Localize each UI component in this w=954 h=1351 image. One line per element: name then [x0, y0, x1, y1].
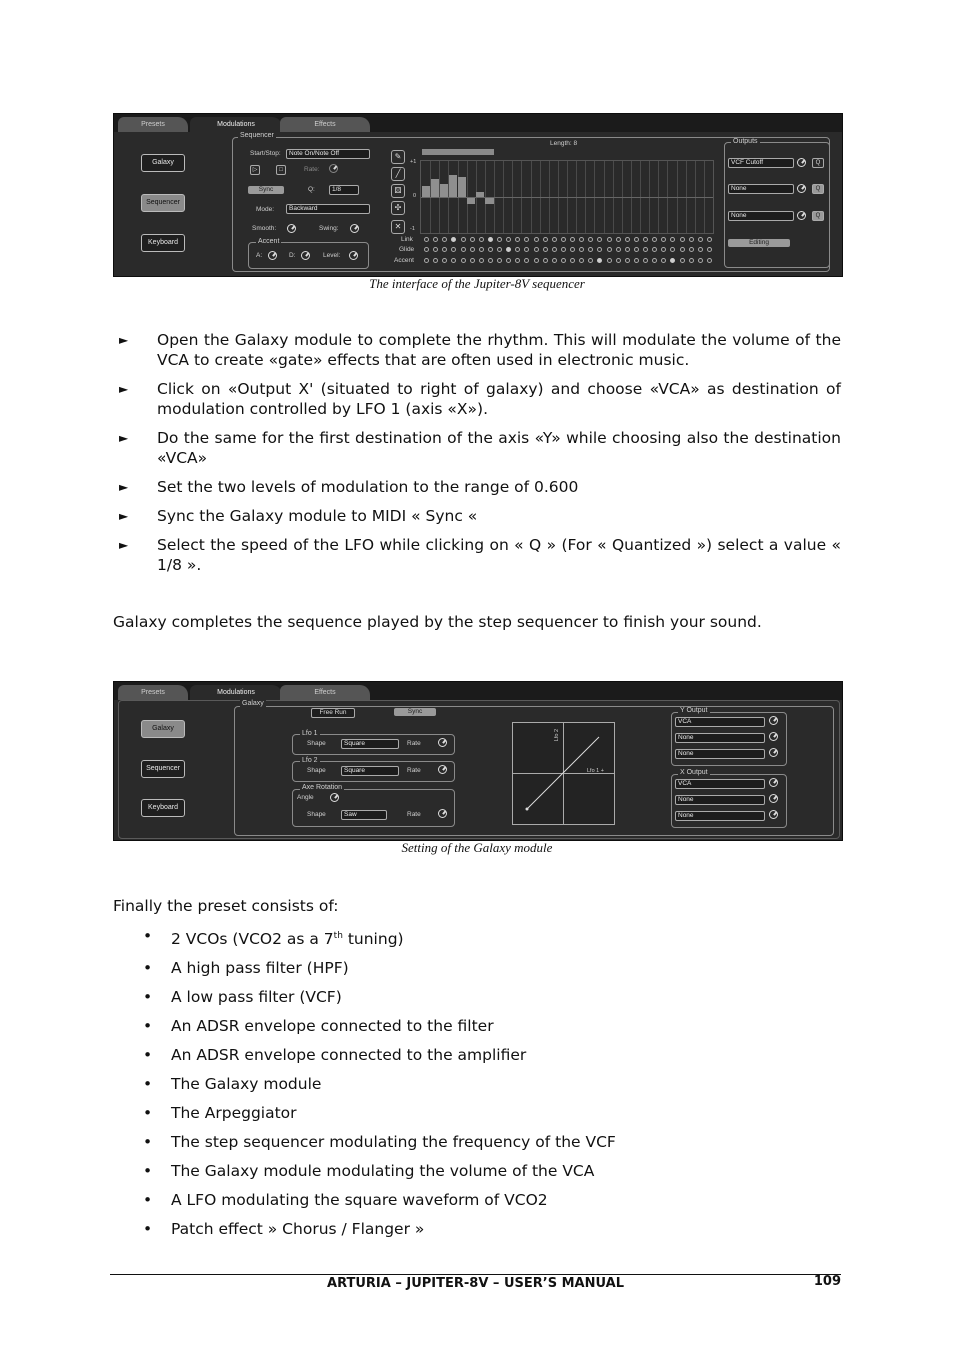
step-toggle[interactable]: [506, 247, 511, 252]
step-toggle[interactable]: [588, 258, 593, 263]
tab-presets[interactable]: Presets: [118, 685, 188, 700]
dot-bullet-icon: •: [143, 1191, 153, 1210]
accent-d-knob[interactable]: [301, 251, 310, 260]
footer-title: ARTURIA – JUPITER-8V – USER’S MANUAL: [327, 1276, 624, 1291]
lfo2-rate-label: Rate: [407, 767, 421, 774]
q-label: Q:: [308, 186, 315, 193]
step-toggle[interactable]: [451, 258, 456, 263]
step-toggle[interactable]: [579, 258, 584, 263]
step-toggle[interactable]: [488, 237, 493, 242]
step-toggle[interactable]: [561, 247, 566, 252]
step-bar[interactable]: [485, 197, 493, 204]
step-toggle[interactable]: [625, 237, 630, 242]
mode-label: Mode:: [256, 206, 275, 213]
tab-bar: [114, 114, 842, 132]
lfo1-shape-select[interactable]: Square: [341, 739, 399, 749]
tab-effects[interactable]: Effects: [280, 117, 370, 132]
step-toggle[interactable]: [698, 247, 703, 252]
lfo2-legend: Lfo 2: [302, 757, 318, 764]
step-toggle[interactable]: [680, 258, 685, 263]
step-toggle[interactable]: [625, 258, 630, 263]
line-tool-icon[interactable]: ╱: [391, 167, 405, 181]
y-output-2-knob[interactable]: [769, 732, 778, 741]
swing-label: Swing:: [319, 225, 339, 232]
accent-d-label: D:: [289, 252, 296, 259]
sequencer-module-button[interactable]: Sequencer: [141, 194, 185, 212]
triangle-bullet-icon: ►: [119, 509, 129, 523]
preset-list-item: • The Arpeggiator: [143, 1104, 297, 1123]
swing-knob[interactable]: [350, 224, 359, 233]
step-toggle[interactable]: [597, 237, 602, 242]
step-toggle[interactable]: [497, 258, 502, 263]
step-toggle[interactable]: [552, 258, 557, 263]
zero-line: [421, 197, 713, 198]
step-toggle[interactable]: [497, 247, 502, 252]
x-axis-label: Lfo 1 +: [587, 768, 604, 774]
y-plus-label: +1: [410, 159, 417, 165]
smooth-knob[interactable]: [287, 224, 296, 233]
step-toggle[interactable]: [506, 258, 511, 263]
step-toggle[interactable]: [515, 247, 520, 252]
figure2-caption: Setting of the Galaxy module: [401, 840, 553, 855]
angle-knob[interactable]: [330, 793, 339, 802]
y-output-legend: Y Output: [680, 707, 708, 714]
accent-legend: Accent: [258, 238, 280, 245]
step-toggle[interactable]: [625, 247, 630, 252]
step-toggle[interactable]: [570, 237, 575, 242]
start-stop-select[interactable]: Note On/Note Off: [286, 149, 370, 159]
x-output-1-knob[interactable]: [769, 778, 778, 787]
accent-row-label: Accent: [394, 257, 414, 264]
start-stop-label: Start/Stop:: [250, 150, 281, 157]
instruction-item: ► Set the two levels of modulation to the range of 0.600: [119, 478, 579, 496]
output-1-q-button[interactable]: Q: [812, 158, 824, 168]
sync-button[interactable]: Sync: [394, 708, 436, 716]
preset-intro: Finally the preset consists of:: [113, 897, 339, 915]
preset-list-item: • The step sequencer modulating the frequency of the VCF: [143, 1133, 616, 1152]
output-3-q-button[interactable]: Q: [812, 211, 824, 221]
sequencer-screenshot: [113, 113, 843, 277]
step-toggle[interactable]: [433, 258, 438, 263]
output-1-select[interactable]: VCF Cutoff: [728, 158, 794, 168]
rotation-rate-label: Rate: [407, 811, 421, 818]
pencil-icon[interactable]: ✎: [391, 150, 405, 164]
preset-list-item: • A low pass filter (VCF): [143, 988, 342, 1007]
step-toggle[interactable]: [680, 247, 685, 252]
lfo2-rate-knob[interactable]: [438, 765, 447, 774]
accent-toggles[interactable]: [422, 257, 712, 265]
step-toggle[interactable]: [461, 258, 466, 263]
preset-list-item: • A high pass filter (HPF): [143, 959, 349, 978]
galaxy-legend: Galaxy: [242, 700, 264, 707]
y-output-1-knob[interactable]: [769, 716, 778, 725]
step-toggle[interactable]: [524, 237, 529, 242]
step-toggle[interactable]: [543, 237, 548, 242]
step-toggle[interactable]: [588, 237, 593, 242]
y-output-2-select[interactable]: None: [675, 733, 765, 743]
output-2-q-button[interactable]: Q: [812, 184, 824, 194]
step-toggle[interactable]: [634, 258, 639, 263]
dot-bullet-icon: •: [143, 1104, 153, 1123]
editing-button[interactable]: Editing: [728, 239, 790, 247]
smooth-label: Smooth:: [252, 225, 277, 232]
step-toggle[interactable]: [698, 258, 703, 263]
step-toggle[interactable]: [643, 237, 648, 242]
random-icon[interactable]: ⚄: [391, 184, 405, 198]
output-1-knob[interactable]: [797, 158, 806, 167]
instruction-item: ► Select the speed of the LFO while clicking on « Q » (For « Quantized ») select a value « 1/8 ».: [119, 536, 841, 574]
angle-label: Angle: [297, 794, 314, 801]
step-toggle[interactable]: [461, 247, 466, 252]
figure1-caption: The interface of the Jupiter-8V sequencer: [369, 276, 585, 291]
y-zero-label: 0: [413, 193, 417, 199]
accent-level-knob[interactable]: [349, 251, 358, 260]
step-toggle[interactable]: [607, 237, 612, 242]
step-toggle[interactable]: [534, 258, 539, 263]
step-toggle[interactable]: [689, 247, 694, 252]
output-2-knob[interactable]: [797, 184, 806, 193]
preset-list-item: • An ADSR envelope connected to the amplifier: [143, 1046, 527, 1065]
tab-presets[interactable]: Presets: [118, 117, 188, 132]
step-toggle[interactable]: [689, 258, 694, 263]
stop-icon[interactable]: □: [276, 165, 286, 175]
step-toggle[interactable]: [461, 237, 466, 242]
triangle-bullet-icon: ►: [119, 431, 129, 445]
x-output-3-select[interactable]: None: [675, 811, 765, 821]
triangle-bullet-icon: ►: [119, 333, 129, 347]
xy-display: [512, 722, 615, 825]
step-toggle[interactable]: [442, 247, 447, 252]
output-2-select[interactable]: None: [728, 184, 794, 194]
step-toggle[interactable]: [607, 247, 612, 252]
step-toggle[interactable]: [570, 258, 575, 263]
dot-bullet-icon: •: [143, 959, 153, 978]
step-toggle[interactable]: [488, 247, 493, 252]
step-toggle[interactable]: [543, 258, 548, 263]
y-output-3-select[interactable]: None: [675, 749, 765, 759]
step-bar[interactable]: [431, 179, 439, 197]
step-toggle[interactable]: [670, 247, 675, 252]
lfo2-shape-label: Shape: [307, 767, 326, 774]
lfo1-rate-knob[interactable]: [438, 738, 447, 747]
triangle-bullet-icon: ►: [119, 538, 129, 552]
step-bar[interactable]: [449, 175, 457, 197]
output-3-knob[interactable]: [797, 211, 806, 220]
preset-list-item: • The Galaxy module: [143, 1075, 322, 1094]
free-run-button[interactable]: Free Run: [311, 708, 355, 718]
step-toggle[interactable]: [470, 237, 475, 242]
q-select[interactable]: 1/8: [329, 185, 359, 195]
step-toggle[interactable]: [479, 237, 484, 242]
step-bar[interactable]: [467, 197, 475, 204]
step-toggle[interactable]: [470, 258, 475, 263]
step-toggle[interactable]: [534, 247, 539, 252]
x-output-2-select[interactable]: None: [675, 795, 765, 805]
instruction-item: ► Click on «Output X' (situated to right of galaxy) and choose «VCA» as destination of modulation controlled by LFO 1 (axis «X»).: [119, 380, 841, 418]
step-toggle[interactable]: [488, 258, 493, 263]
dot-bullet-icon: •: [143, 1017, 153, 1036]
link-toggles[interactable]: [422, 236, 712, 244]
y-minus-label: -1: [410, 226, 415, 232]
galaxy-screenshot: [113, 681, 843, 841]
step-toggle[interactable]: [442, 258, 447, 263]
galaxy-paragraph: Galaxy completes the sequence played by the step sequencer to finish your sound.: [113, 613, 762, 631]
step-toggle[interactable]: [424, 258, 429, 263]
step-bar[interactable]: [458, 177, 466, 197]
preset-list-item: • The Galaxy module modulating the volume of the VCA: [143, 1162, 595, 1181]
tab-modulations[interactable]: Modulations: [190, 117, 282, 132]
tab-effects[interactable]: Effects: [280, 685, 370, 700]
rotation-rate-knob[interactable]: [438, 809, 447, 818]
step-toggle[interactable]: [433, 237, 438, 242]
step-toggle[interactable]: [433, 247, 438, 252]
mode-select[interactable]: Backward: [286, 204, 370, 214]
step-toggle[interactable]: [543, 247, 548, 252]
step-toggle[interactable]: [515, 258, 520, 263]
dot-bullet-icon: •: [143, 927, 153, 945]
step-toggle[interactable]: [597, 258, 602, 263]
step-grid[interactable]: [420, 160, 714, 234]
step-toggle[interactable]: [707, 247, 712, 252]
dot-bullet-icon: •: [143, 1046, 153, 1065]
step-toggle[interactable]: [661, 258, 666, 263]
step-toggle[interactable]: [561, 258, 566, 263]
axe-rotation-legend: Axe Rotation: [302, 784, 343, 791]
keyboard-module-button[interactable]: Keyboard: [141, 799, 185, 817]
step-toggle[interactable]: [680, 237, 685, 242]
x-output-legend: X Output: [680, 769, 708, 776]
lfo2-shape-select[interactable]: Square: [341, 766, 399, 776]
sequencer-module-button[interactable]: Sequencer: [141, 760, 185, 778]
preset-list-item: • 2 VCOs (VCO2 as a 7th tuning): [143, 927, 404, 949]
step-toggle[interactable]: [451, 237, 456, 242]
step-toggle[interactable]: [579, 247, 584, 252]
instruction-item: ► Open the Galaxy module to complete the rhythm. This will modulate the volume of the VCA to create «gate» effects that are often used in electronic music.: [119, 331, 841, 369]
sequencer-legend: Sequencer: [240, 132, 274, 139]
footer-rule: [110, 1274, 841, 1275]
step-toggle[interactable]: [616, 247, 621, 252]
preset-list-item: • A LFO modulating the square waveform of VCO2: [143, 1191, 548, 1210]
step-toggle[interactable]: [689, 237, 694, 242]
lfo1-shape-label: Shape: [307, 740, 326, 747]
outputs-legend: Outputs: [733, 138, 758, 145]
lfo1-rate-label: Rate: [407, 740, 421, 747]
step-toggle[interactable]: [579, 237, 584, 242]
step-toggle[interactable]: [634, 247, 639, 252]
step-toggle[interactable]: [634, 237, 639, 242]
dot-bullet-icon: •: [143, 1162, 153, 1181]
step-toggle[interactable]: [588, 247, 593, 252]
step-toggle[interactable]: [479, 247, 484, 252]
rate-label: Rate:: [304, 166, 320, 173]
step-toggle[interactable]: [424, 237, 429, 242]
step-toggle[interactable]: [607, 258, 612, 263]
dot-bullet-icon: •: [143, 1075, 153, 1094]
step-toggle[interactable]: [652, 247, 657, 252]
step-bar[interactable]: [422, 186, 430, 197]
step-toggle[interactable]: [506, 237, 511, 242]
x-output-1-select[interactable]: VCA: [675, 779, 765, 789]
step-toggle[interactable]: [707, 237, 712, 242]
step-toggle[interactable]: [616, 258, 621, 263]
y-output-3-knob[interactable]: [769, 748, 778, 757]
dot-bullet-icon: •: [143, 988, 153, 1007]
accent-a-knob[interactable]: [268, 251, 277, 260]
instruction-item: ► Do the same for the first destination of the axis «Y» while choosing also the destination «VCA»: [119, 429, 841, 467]
accent-level-label: Level:: [323, 252, 341, 259]
step-toggle[interactable]: [670, 258, 675, 263]
step-toggle[interactable]: [652, 237, 657, 242]
shuffle-icon[interactable]: ✣: [391, 201, 405, 215]
dot-bullet-icon: •: [143, 1133, 153, 1152]
keyboard-module-button[interactable]: Keyboard: [141, 234, 185, 252]
sync-button[interactable]: Sync: [248, 186, 284, 194]
tab-modulations[interactable]: Modulations: [190, 685, 282, 700]
glide-row-label: Glide: [399, 246, 415, 253]
output-3-select[interactable]: None: [728, 211, 794, 221]
axe-rotation-frame: [292, 789, 455, 827]
step-toggle[interactable]: [424, 247, 429, 252]
step-toggle[interactable]: [561, 237, 566, 242]
rate-knob[interactable]: [329, 164, 338, 173]
step-toggle[interactable]: [652, 258, 657, 263]
step-toggle[interactable]: [661, 237, 666, 242]
rotation-shape-label: Shape: [307, 811, 326, 818]
step-toggle[interactable]: [643, 258, 648, 263]
lfo1-legend: Lfo 1: [302, 730, 318, 737]
step-toggle[interactable]: [497, 237, 502, 242]
step-bar[interactable]: [440, 184, 448, 197]
galaxy-module-button[interactable]: Galaxy: [141, 720, 185, 738]
accent-a-label: A:: [256, 252, 263, 259]
step-toggle[interactable]: [552, 237, 557, 242]
step-toggle[interactable]: [570, 247, 575, 252]
step-toggle[interactable]: [616, 237, 621, 242]
preset-list: [113, 926, 616, 1248]
step-toggle[interactable]: [552, 247, 557, 252]
step-toggle[interactable]: [661, 247, 666, 252]
step-toggle[interactable]: [470, 247, 475, 252]
step-toggle[interactable]: [451, 247, 456, 252]
step-toggle[interactable]: [698, 237, 703, 242]
clear-icon[interactable]: ✕: [391, 220, 405, 234]
step-toggle[interactable]: [515, 237, 520, 242]
step-toggle[interactable]: [479, 258, 484, 263]
preset-list-item: • Patch effect » Chorus / Flanger »: [143, 1220, 425, 1239]
instruction-list: [113, 330, 841, 584]
step-toggle[interactable]: [670, 237, 675, 242]
step-toggle[interactable]: [524, 247, 529, 252]
step-toggle[interactable]: [707, 258, 712, 263]
step-toggle[interactable]: [643, 247, 648, 252]
step-toggle[interactable]: [442, 237, 447, 242]
step-toggle[interactable]: [524, 258, 529, 263]
triangle-bullet-icon: ►: [119, 480, 129, 494]
tab-bar: [114, 682, 842, 700]
glide-toggles[interactable]: [422, 246, 712, 254]
page-number: 109: [813, 1274, 841, 1289]
galaxy-module-button[interactable]: Galaxy: [141, 154, 185, 172]
dot-bullet-icon: •: [143, 1220, 153, 1239]
step-toggle[interactable]: [597, 247, 602, 252]
x-output-3-knob[interactable]: [769, 810, 778, 819]
play-icon[interactable]: ▷: [250, 165, 260, 175]
instruction-item: ► Sync the Galaxy module to MIDI « Sync «: [119, 507, 478, 525]
length-slider[interactable]: [422, 149, 494, 155]
length-label: Length: 8: [550, 140, 578, 147]
x-output-2-knob[interactable]: [769, 794, 778, 803]
link-row-label: Link: [401, 236, 413, 243]
preset-list-item: • An ADSR envelope connected to the filter: [143, 1017, 494, 1036]
rotation-shape-select[interactable]: Saw: [341, 810, 387, 820]
y-axis-label: Lfo 2: [554, 729, 560, 742]
step-toggle[interactable]: [534, 237, 539, 242]
y-output-1-select[interactable]: VCA: [675, 717, 765, 727]
triangle-bullet-icon: ►: [119, 382, 129, 396]
